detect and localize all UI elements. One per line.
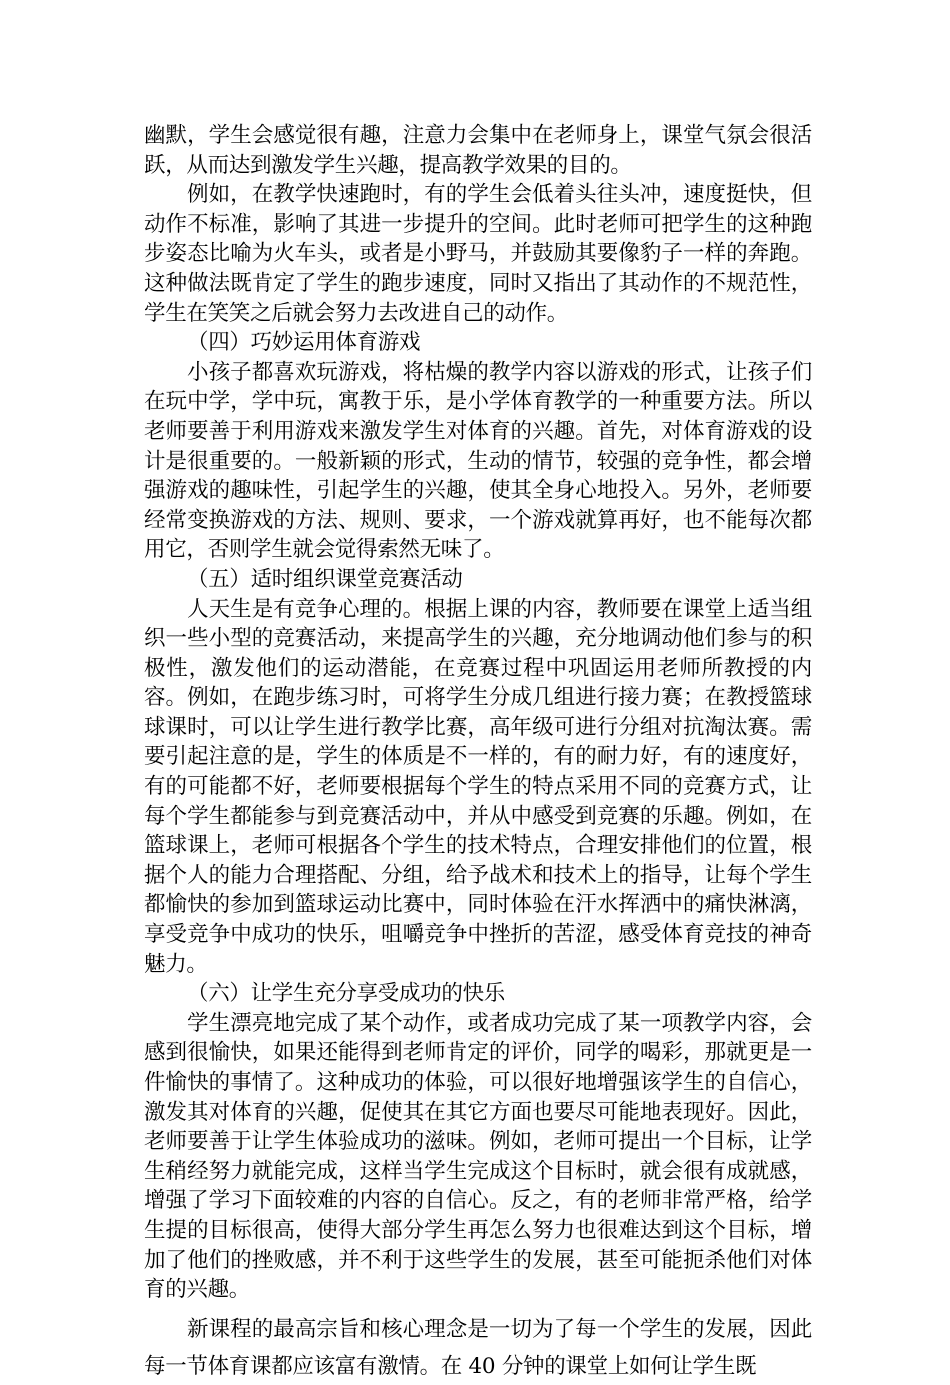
section-heading-6: （六）让学生充分享受成功的快乐 <box>187 981 506 1007</box>
paragraph-games: 小孩子都喜欢玩游戏，将枯燥的教学内容以游戏的形式，让孩子们在玩中学，学中玩，寓教于乐，是小学体育教学的一种重要方法。所以老师要善于利用游戏来激发学生对体育的兴趣。首先，对体育游戏的设计是很重要的。一般新颖的形式，生动的情节，较强的竞争性，都会增强游戏的趣味性，引起学生的兴趣，使其全身心地投入。另外，老师要经常变换游戏的方法、规则、要求，一个游戏就算再好，也不能每次都用它，否则学生就会觉得索然无味了。 <box>144 359 812 563</box>
paragraph-running-example: 例如，在教学快速跑时，有的学生会低着头往头冲，速度挺快，但动作不标准，影响了其进一步提升的空间。此时老师可把学生的这种跑步姿态比喻为火车头，或者是小野马，并鼓励其要像豹子一样的奔跑。这种做法既肯定了学生的跑步速度，同时又指出了其动作的不规范性，学生在笑笑之后就会努力去改进自己的动作。 <box>144 182 812 326</box>
paragraph-success: 学生漂亮地完成了某个动作，或者成功完成了某一项教学内容，会感到很愉快，如果还能得到老师肯定的评价，同学的喝彩，那就更是一件愉快的事情了。这种成功的体验，可以很好地增强该学生的自信心，激发其对体育的兴趣，促使其在其它方面也要尽可能地表现好。因此，老师要善于让学生体验成功的滋味。例如，老师可提出一个目标，让学生稍经努力就能完成，这样当学生完成这个目标时，就会很有成就感，增强了学习下面较难的内容的自信心。反之，有的老师非常严格，给学生提的目标很高，使得大部分学生再怎么努力也很难达到这个目标，增加了他们的挫败感，并不利于这些学生的发展，甚至可能扼杀他们对体育的兴趣。 <box>144 1010 812 1303</box>
document-body <box>144 121 812 1385</box>
paragraph-competition: 人天生是有竞争心理的。根据上课的内容，教师要在课堂上适当组织一些小型的竞赛活动，来提高学生的兴趣，充分地调动他们参与的积极性，激发他们的运动潜能，在竞赛过程中巩固运用老师所教授的内容。例如，在跑步练习时，可将学生分成几组进行接力赛；在教授篮球球课时，可以让学生进行教学比赛，高年级可进行分组对抗淘汰赛。需要引起注意的是，学生的体质是不一样的，有的耐力好，有的速度好，有的可能都不好，老师要根据每个学生的特点采用不同的竞赛方式，让每个学生都能参与到竞赛活动中，并从中感受到竞赛的乐趣。例如，在篮球课上，老师可根据各个学生的技术特点，合理安排他们的位置，根据个人的能力合理搭配、分组，给予战术和技术上的指导，让每个学生都愉快的参加到篮球运动比赛中，同时体验在汗水挥洒中的痛快淋漓，享受竞争中成功的快乐，咀嚼竞争中挫折的苦涩，感受体育竞技的神奇魅力。 <box>144 596 812 977</box>
section-heading-4: （四）巧妙运用体育游戏 <box>187 330 421 356</box>
section-heading-5: （五）适时组织课堂竞赛活动 <box>187 566 463 592</box>
paragraph-continuation: 幽默，学生会感觉很有趣，注意力会集中在老师身上，课堂气氛会很活跃，从而达到激发学生兴趣，提高教学效果的目的。 <box>144 123 812 178</box>
paragraph-new-curriculum: 新课程的最高宗旨和核心理念是一切为了每一个学生的发展，因此每一节体育课都应该富有激情。在 40 分钟的课堂上如何让学生既 <box>144 1316 812 1379</box>
